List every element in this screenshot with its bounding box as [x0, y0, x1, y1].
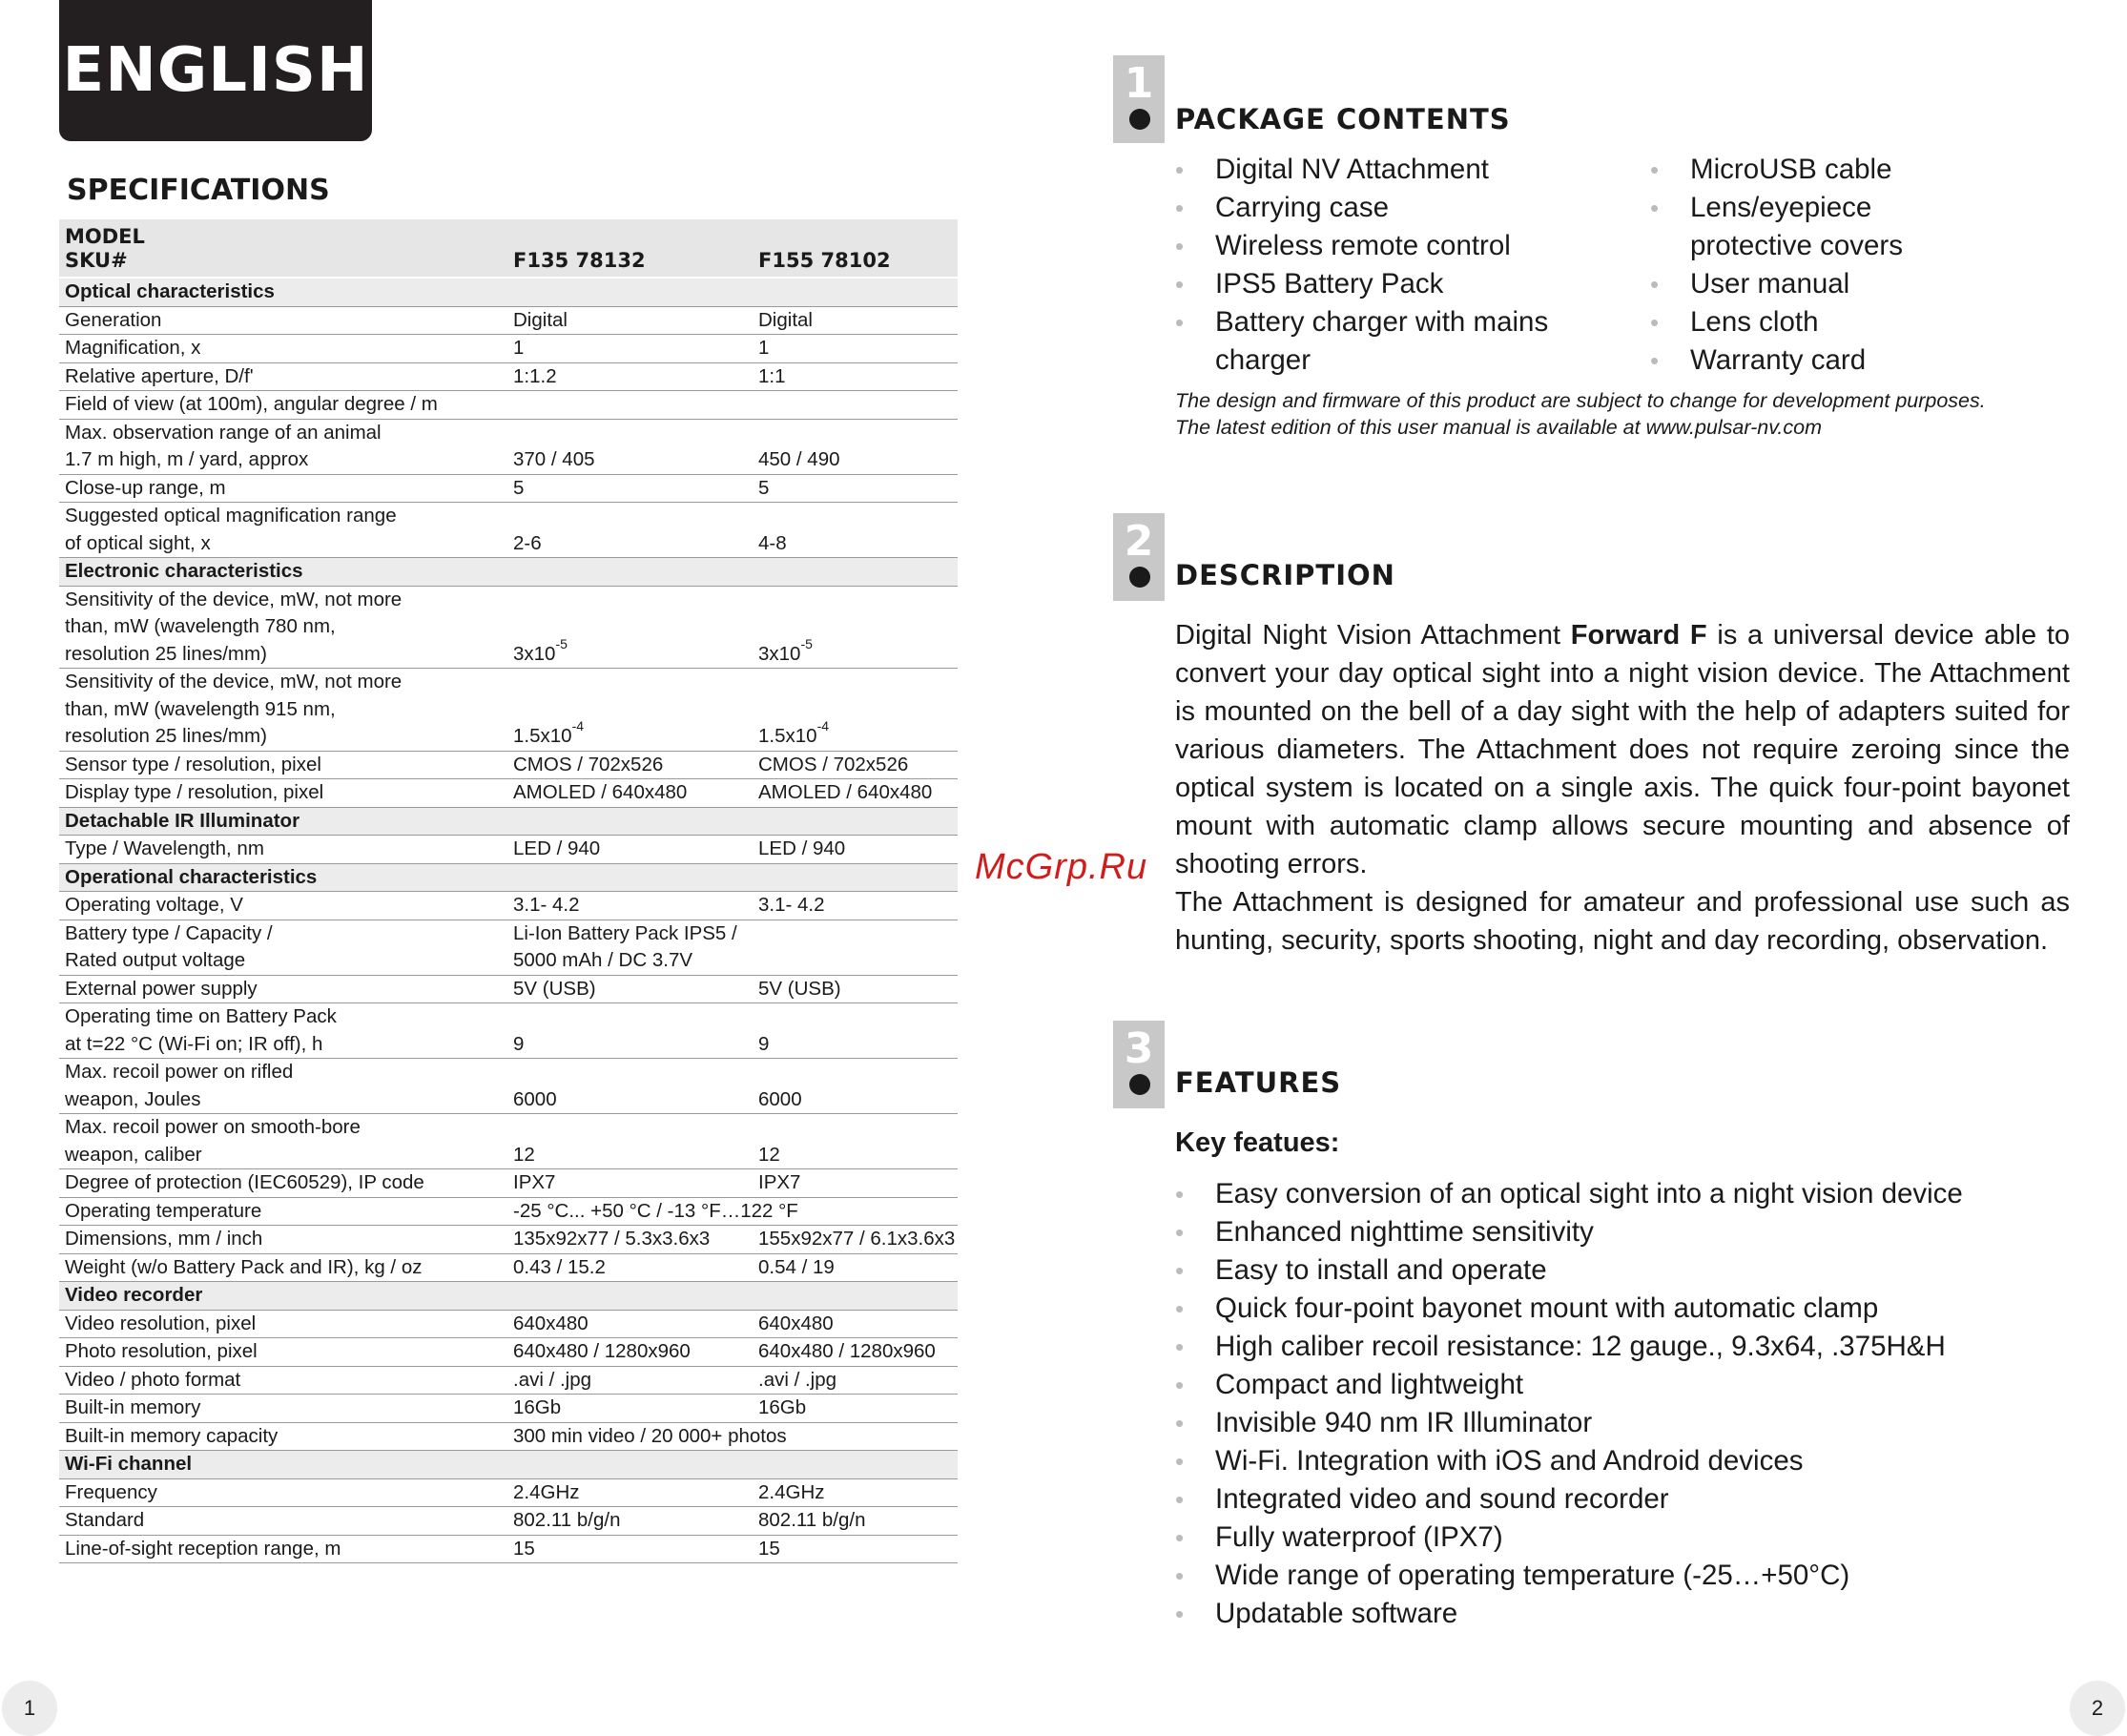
table-row [59, 1507, 958, 1536]
specifications-table [59, 219, 958, 1563]
bullet-dot-icon [1129, 109, 1150, 130]
spec-label: Close-up range, m [59, 474, 507, 503]
spec-value-f135: 1:1.2 [507, 362, 753, 391]
spec-label: External power supply [59, 975, 507, 1003]
spec-value-f155: Digital [753, 306, 958, 335]
table-row [59, 1226, 958, 1254]
table-row [59, 1535, 958, 1563]
table-header-row [59, 219, 958, 278]
package-list-left [1175, 151, 1633, 380]
list-item: • Digital NV Attachment [1175, 151, 1633, 189]
table-row [59, 1197, 958, 1226]
spec-label: Display type / resolution, pixel [59, 779, 507, 808]
list-item: • IPS5 Battery Pack [1175, 265, 1633, 303]
section-label: Video recorder [59, 1282, 958, 1311]
spec-value-f155: 12 [753, 1114, 958, 1169]
spec-value-f135: 802.11 b/g/n [507, 1507, 753, 1536]
package-contents-title: PACKAGE CONTENTS [1175, 103, 1511, 135]
spec-label: Sensor type / resolution, pixel [59, 751, 507, 779]
list-item: • Enhanced nighttime sensitivity [1175, 1213, 2072, 1251]
spec-label: Operating voltage, V [59, 892, 507, 920]
spec-value-f135: $1.5x10^{-4}$ [507, 669, 753, 752]
table-row [59, 920, 958, 975]
description-title: DESCRIPTION [1175, 559, 1395, 591]
table-section-row [59, 1451, 958, 1479]
section-label: Wi-Fi channel [59, 1451, 958, 1479]
spec-label: Max. observation range of an animal 1.7 m high, m / yard, approx [59, 419, 507, 474]
list-item: • User manual [1650, 265, 2051, 303]
section-label: Operational characteristics [59, 863, 958, 892]
table-row [59, 1114, 958, 1169]
spec-label: Built-in memory capacity [59, 1422, 507, 1451]
section-number-1 [1113, 55, 1165, 143]
watermark: McGrp.Ru [975, 847, 1148, 887]
table-section-row [59, 558, 958, 587]
section-number-2 [1113, 513, 1165, 601]
spec-label: Relative aperture, D/f' [59, 362, 507, 391]
spec-value-f135: Digital [507, 306, 753, 335]
spec-value-f135: 2-6 [507, 503, 753, 558]
table-section-row [59, 807, 958, 836]
spec-value-f135: 6000 [507, 1059, 753, 1114]
section-label: Detachable IR Illuminator [59, 807, 958, 836]
table-row [59, 1253, 958, 1282]
bullet-dot-icon [1129, 1074, 1150, 1095]
table-section-row [59, 1282, 958, 1311]
list-item: • Integrated video and sound recorder [1175, 1480, 2072, 1519]
spec-label: Standard [59, 1507, 507, 1536]
spec-value-f155: 16Gb [753, 1395, 958, 1423]
table-row [59, 1059, 958, 1114]
table-row [59, 419, 958, 474]
spec-value-f155: LED / 940 [753, 836, 958, 864]
spec-value-f135: 15 [507, 1535, 753, 1563]
language-tab: ENGLISH [59, 0, 372, 141]
spec-label: Degree of protection (IEC60529), IP code [59, 1169, 507, 1198]
table-row [59, 1003, 958, 1059]
spec-label: Max. recoil power on rifled weapon, Joules [59, 1059, 507, 1114]
table-row [59, 586, 958, 669]
section-number-3 [1113, 1021, 1165, 1108]
spec-label: Frequency [59, 1478, 507, 1507]
spec-label: Weight (w/o Battery Pack and IR), kg / oz [59, 1253, 507, 1282]
spec-value-f155: 0.54 / 19 [753, 1253, 958, 1282]
spec-label: Max. recoil power on smooth-bore weapon, caliber [59, 1114, 507, 1169]
table-row [59, 362, 958, 391]
spec-value-f135: IPX7 [507, 1169, 753, 1198]
spec-label: Battery type / Capacity / Rated output voltage [59, 920, 507, 975]
table-row [59, 669, 958, 752]
bullet-dot-icon [1129, 567, 1150, 588]
header-model: MODEL SKU# [59, 219, 507, 278]
spec-value-f155: 1 [753, 335, 958, 363]
product-name: Forward F [1570, 620, 1707, 651]
spec-label: Video / photo format [59, 1366, 507, 1395]
spec-label: Operating time on Battery Pack at t=22 °C (Wi-Fi on; IR off), h [59, 1003, 507, 1059]
list-item: • Easy to install and operate [1175, 1251, 2072, 1290]
section-number-digit: 1 [1124, 59, 1154, 108]
list-item: • Invisible 940 nm IR Illuminator [1175, 1404, 2072, 1442]
list-item: • Quick four-point bayonet mount with automatic clamp [1175, 1290, 2072, 1328]
spec-value-f135: 300 min video / 20 000+ photos [507, 1422, 958, 1451]
spec-value-f155: $1.5x10^{-4}$ [753, 669, 958, 752]
spec-value-f155: 6000 [753, 1059, 958, 1114]
list-item: • Updatable software [1175, 1595, 2072, 1633]
spec-value-f155: 2.4GHz [753, 1478, 958, 1507]
spec-value-f135: 5V (USB) [507, 975, 753, 1003]
spec-value-f135: $3x10^{-5}$ [507, 586, 753, 669]
table-row [59, 1338, 958, 1367]
spec-label: Line-of-sight reception range, m [59, 1535, 507, 1563]
features-title: FEATURES [1175, 1066, 1342, 1099]
spec-value-f135: 1 [507, 335, 753, 363]
section-number-digit: 3 [1124, 1024, 1154, 1073]
spec-value-f155: 802.11 b/g/n [753, 1507, 958, 1536]
spec-value-f155: $3x10^{-5}$ [753, 586, 958, 669]
section-label: Electronic characteristics [59, 558, 958, 587]
spec-value-f135: LED / 940 [507, 836, 753, 864]
page-number-left: 1 [2, 1681, 57, 1736]
spec-value-f155: AMOLED / 640x480 [753, 779, 958, 808]
table-row [59, 751, 958, 779]
spec-value-f155: 4-8 [753, 503, 958, 558]
list-item: • Wide range of operating temperature (-25…+50°C) [1175, 1557, 2072, 1595]
table-row [59, 1422, 958, 1451]
list-item: • Lens cloth [1650, 303, 2051, 341]
package-list-right [1650, 151, 2051, 380]
table-row [59, 1310, 958, 1338]
list-item: • Wireless remote control [1175, 227, 1633, 265]
spec-value-f135: 5 [507, 474, 753, 503]
table-row [59, 1366, 958, 1395]
spec-label: Built-in memory [59, 1395, 507, 1423]
table-row [59, 836, 958, 864]
spec-value-f155: CMOS / 702x526 [753, 751, 958, 779]
spec-value-f135: 3.1- 4.2 [507, 892, 753, 920]
list-item: • Easy conversion of an optical sight into a night vision device [1175, 1175, 2072, 1213]
table-section-row [59, 863, 958, 892]
table-row [59, 391, 958, 420]
disclaimer-note: The design and firmware of this product are subject to change for development purposes. The latest edition of this user manual is available at www.pulsar-nv.com [1175, 389, 1986, 439]
list-item: • High caliber recoil resistance: 12 gauge., 9.3x64, .375H&H [1175, 1328, 2072, 1366]
table-row [59, 1395, 958, 1423]
table-row [59, 975, 958, 1003]
list-item: • Fully waterproof (IPX7) [1175, 1519, 2072, 1557]
spec-label: Magnification, x [59, 335, 507, 363]
spec-value-f155: 1:1 [753, 362, 958, 391]
spec-label: Generation [59, 306, 507, 335]
section-label: Optical characteristics [59, 278, 958, 306]
header-f135: F135 78132 [507, 219, 753, 278]
spec-value-f135: 640x480 [507, 1310, 753, 1338]
spec-label: Sensitivity of the device, mW, not more than, mW (wavelength 780 nm, resolution 25 lines/mm) [59, 586, 507, 669]
spec-label: Photo resolution, pixel [59, 1338, 507, 1367]
list-item: • Wi-Fi. Integration with iOS and Android devices [1175, 1442, 2072, 1480]
section-number-digit: 2 [1124, 517, 1154, 566]
exponent: -4 [571, 718, 585, 734]
spec-value-f135: .avi / .jpg [507, 1366, 753, 1395]
table-row [59, 1478, 958, 1507]
list-item: • MicroUSB cable [1650, 151, 2051, 189]
spec-value-f135: 640x480 / 1280x960 [507, 1338, 753, 1367]
spec-value-f155: 5V (USB) [753, 975, 958, 1003]
spec-value-f155: 450 / 490 [753, 419, 958, 474]
list-item: • Warranty card [1650, 341, 2051, 380]
specifications-heading: SPECIFICATIONS [67, 174, 330, 207]
spec-label: Type / Wavelength, nm [59, 836, 507, 864]
spec-value-f135: 12 [507, 1114, 753, 1169]
spec-value-f155: 3.1- 4.2 [753, 892, 958, 920]
spec-value-f135: 2.4GHz [507, 1478, 753, 1507]
page-number-right: 2 [2070, 1681, 2125, 1736]
table-row [59, 474, 958, 503]
spec-label: Suggested optical magnification range of optical sight, x [59, 503, 507, 558]
spec-value-f155: .avi / .jpg [753, 1366, 958, 1395]
table-row [59, 306, 958, 335]
table-section-row [59, 278, 958, 306]
spec-value-f135: -25 °C... +50 °C / -13 °F…122 °F [507, 1197, 958, 1226]
spec-label: Video resolution, pixel [59, 1310, 507, 1338]
table-row [59, 892, 958, 920]
table-row [59, 779, 958, 808]
header-f155: F155 78102 [753, 219, 958, 278]
spec-value-f135 [507, 391, 753, 420]
table-row [59, 335, 958, 363]
list-item: • Carrying case [1175, 189, 1633, 227]
description-body [1175, 616, 2070, 960]
spec-value-f155: IPX7 [753, 1169, 958, 1198]
exponent: -5 [800, 635, 813, 651]
description-paragraph-1: Digital Night Vision Attachment Forward F is a universal device able to convert your day optical sight into a night vision device. The Attachment is mounted on the bell of a day sight with the help of adapters suited for various diameters. The Attachment does not require zeroing since the optical system is located on a single axis. The quick four-point bayonet mount with automatic clamp allows secure mounting and absence of shooting errors. [1175, 620, 2071, 879]
spec-value-f135: 0.43 / 15.2 [507, 1253, 753, 1282]
spec-value-f135: 135x92x77 / 5.3x3.6x3 [507, 1226, 753, 1254]
spec-value-f155: 155x92x77 / 6.1x3.6x3 [753, 1226, 958, 1254]
spec-value-f135: 370 / 405 [507, 419, 753, 474]
spec-label: Sensitivity of the device, mW, not more than, mW (wavelength 915 nm, resolution 25 lines/mm) [59, 669, 507, 752]
spec-value-f135: AMOLED / 640x480 [507, 779, 753, 808]
list-item: • Compact and lightweight [1175, 1366, 2072, 1404]
exponent: -5 [555, 635, 568, 651]
spec-value-f135: 9 [507, 1003, 753, 1059]
spec-value-f155: 15 [753, 1535, 958, 1563]
spec-value-f155 [753, 391, 958, 420]
spec-label: Dimensions, mm / inch [59, 1226, 507, 1254]
description-paragraph-2: The Attachment is designed for amateur and professional use such as hunting, security, sports shooting, night and day recording, observation. [1175, 887, 2070, 956]
list-item: • Battery charger with mains charger [1175, 303, 1633, 380]
spec-value-f155: 5 [753, 474, 958, 503]
key-features-title: Key featues: [1175, 1127, 1340, 1158]
spec-label: Operating temperature [59, 1197, 507, 1226]
list-item: • Lens/eyepiece protective covers [1650, 189, 2051, 265]
spec-value-f155: 640x480 / 1280x960 [753, 1338, 958, 1367]
spec-value-f135: CMOS / 702x526 [507, 751, 753, 779]
features-list [1175, 1175, 2072, 1633]
spec-label: Field of view (at 100m), angular degree / m [59, 391, 507, 420]
exponent: -4 [816, 718, 830, 734]
spec-value-f155: 640x480 [753, 1310, 958, 1338]
spec-value-f135: 16Gb [507, 1395, 753, 1423]
table-row [59, 503, 958, 558]
spec-value-f135: Li-Ion Battery Pack IPS5 / 5000 mAh / DC 3.7V [507, 920, 958, 975]
spec-value-f155: 9 [753, 1003, 958, 1059]
table-row [59, 1169, 958, 1198]
